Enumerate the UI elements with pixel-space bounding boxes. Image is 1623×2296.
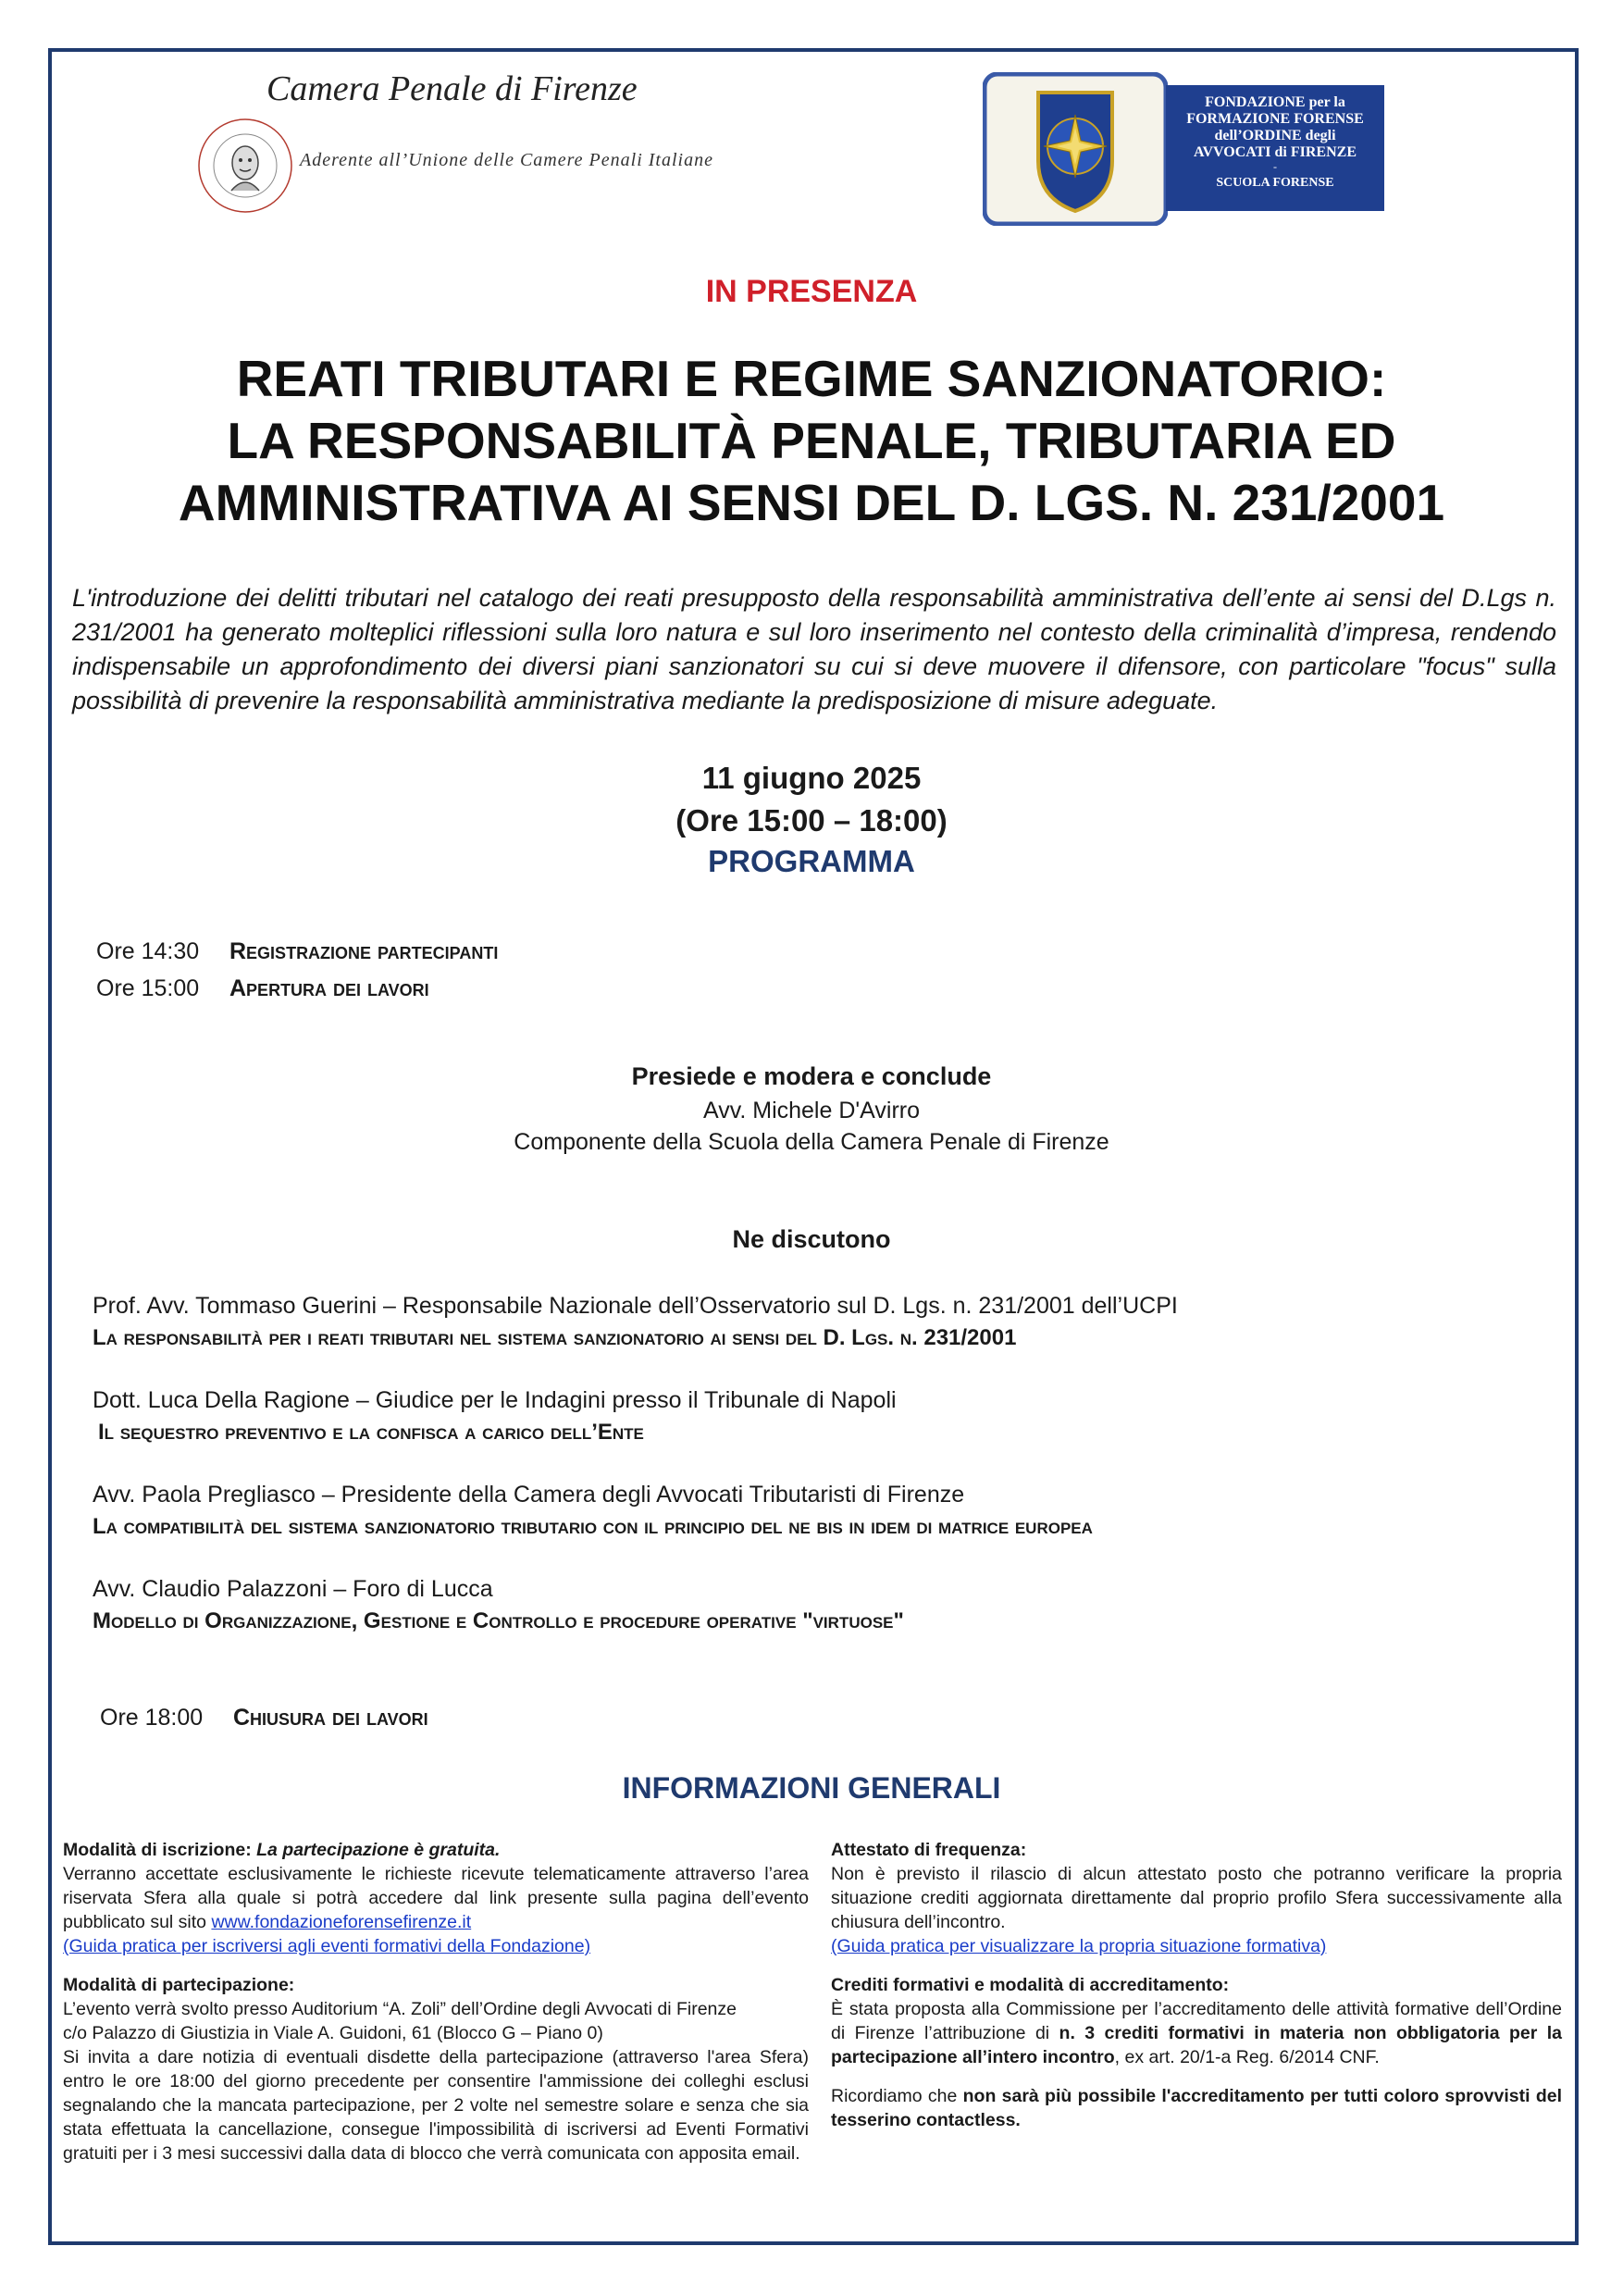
event-hours: (Ore 15:00 – 18:00) bbox=[675, 803, 948, 838]
fondazione-badge bbox=[1166, 85, 1384, 211]
speaker-name: Avv. Paola Pregliasco – Presidente della Camera degli Avvocati Tributaristi di Firenze bbox=[93, 1482, 965, 1508]
event-title-line-1: REATI TRIBUTARI E REGIME SANZIONATORIO: bbox=[236, 350, 1387, 407]
schedule-activity: Apertura dei lavori bbox=[229, 975, 429, 1001]
site-link[interactable]: www.fondazioneforensefirenze.it bbox=[211, 1912, 472, 1932]
partecipazione-line-1: L’evento verrà svolto presso Auditorium “A. Zoli” dell’Ordine degli Avvocati di Firenze bbox=[63, 1999, 737, 2019]
crediti-note-a: Ricordiamo che bbox=[831, 2086, 963, 2106]
closing-time: Ore 18:00 bbox=[100, 1705, 204, 1731]
event-title-line-2: LA RESPONSABILITÀ PENALE, TRIBUTARIA ED bbox=[227, 412, 1396, 469]
crediti-text-b: , ex art. 20/1-a Reg. 6/2014 CNF. bbox=[1114, 2047, 1380, 2067]
speaker-name: Avv. Claudio Palazzoni – Foro di Lucca bbox=[93, 1576, 493, 1602]
camera-penale-seal-icon bbox=[196, 117, 294, 215]
event-intro: L'introduzione dei delitti tributari nel catalogo dei reati presupposto della responsabilità amministrativa dell’ente ai sensi del D.Lgs n. 231/2001 ha generato molteplici riflessioni sulla loro natura e sul loro inserimento nel contesto della criminalità d’impresa, rendendo indispensabile un approfondimento dei diversi piani sanzionatori su cui si deve muovere il difensore, con particolare "focus" sulla possibilità di prevenire la responsabilità amministrativa mediante la predisposizione di misure adeguate. bbox=[72, 584, 1556, 714]
fondazione-line-2: FORMAZIONE FORENSE bbox=[1186, 111, 1364, 127]
event-mode: IN PRESENZA bbox=[705, 274, 918, 309]
speaker-topic: Modello di Organizzazione, Gestione e Controllo e procedure operative "virtuose" bbox=[93, 1608, 904, 1633]
crediti-note-bold: non sarà più possibile l'accreditamento per tutti coloro sprovvisti del tesserino contactless. bbox=[831, 2086, 1563, 2130]
fondazione-separator: - bbox=[1273, 160, 1277, 173]
crediti-text-bold: n. 3 crediti formativi in materia non obbligatoria per la partecipazione all’intero incontro bbox=[831, 2023, 1562, 2067]
speaker-topic: La compatibilità del sistema sanzionatorio tributario con il principio del ne bis in idem di matrice europea bbox=[93, 1514, 1093, 1539]
schedule-time: Ore 14:30 bbox=[96, 938, 200, 964]
speaker-item bbox=[93, 1290, 1536, 1354]
speaker-item bbox=[93, 1479, 1536, 1543]
speaker-topic: La responsabilità per i reati tributari nel sistema sanzionatorio ai sensi del D. Lgs. n. 231/2001 bbox=[93, 1325, 1017, 1350]
moderator-heading: Presiede e modera e conclude bbox=[631, 1062, 992, 1090]
fondazione-line-3: dell’ORDINE degli bbox=[1214, 128, 1336, 143]
schedule-row bbox=[96, 975, 429, 1002]
fondazione-line-1: FONDAZIONE per la bbox=[1205, 94, 1345, 110]
program-heading: PROGRAMMA bbox=[708, 844, 915, 878]
event-date-block bbox=[52, 757, 1571, 842]
schedule-row bbox=[96, 938, 498, 965]
moderator-role: Componente della Scuola della Camera Penale di Firenze bbox=[514, 1129, 1109, 1155]
camera-penale-title: Camera Penale di Firenze bbox=[266, 69, 638, 108]
crediti-text-a: È stata proposta alla Commissione per l’accreditamento delle attività formative dell’Ordine di Firenze l’attribuzione di bbox=[831, 1999, 1562, 2043]
event-date: 11 giugno 2025 bbox=[701, 761, 922, 795]
fondazione-line-4: AVVOCATI di FIRENZE bbox=[1193, 144, 1357, 160]
partecipazione-label: Modalità di partecipazione: bbox=[63, 1975, 295, 1995]
attestato-text: Non è previsto il rilascio di alcun attestato posto che potranno verificare la propria situazione crediti aggiornata direttamente dal proprio profilo Sfera successivamente alla chiusura dell’incontro. bbox=[831, 1864, 1562, 1932]
speaker-item bbox=[93, 1573, 1536, 1637]
fondazione-school: SCUOLA FORENSE bbox=[1216, 176, 1334, 190]
event-title bbox=[52, 348, 1571, 534]
speaker-name: Dott. Luca Della Ragione – Giudice per le Indagini presso il Tribunale di Napoli bbox=[93, 1387, 897, 1413]
iscrizione-text: Verranno accettate esclusivamente le richieste ricevute telematicamente attraverso l’area riservata Sfera alla quale si potrà accedere dal link presente sulla pagina dell’evento pubblicato sul sito bbox=[63, 1864, 809, 1932]
attestato-label: Attestato di frequenza: bbox=[831, 1840, 1027, 1860]
closing-activity: Chiusura dei lavori bbox=[233, 1705, 428, 1731]
camera-penale-header bbox=[192, 65, 748, 231]
info-left-column: Modalità di iscrizione: La partecipazione è gratuita. Verranno accettate esclusivamente le richieste ricevute telematicamente attraverso l’area riservata Sfera alla quale si potrà accedere dal link presente sulla pagina dell’evento pubblicato sul sito www.fondazioneforensefirenze.it (Guida pratica per iscriversi agli eventi formativi della Fondazione) Modalità di partecipazione: L’evento verrà svolto presso Auditorium “A. Zoli” dell’Ordine degli Avvocati di Firenze c/o Palazzo di Giustizia in Viale A. Guidoni, 61 (Blocco G – Piano 0) Si invita a dare notizia di eventuali disdette della partecipazione (attraverso l'area Sfera) entro le ore 18:00 del giorno precedente per consentire l'ammissione dei colleghi esclusi segnalando che la mancata partecipazione, per 2 volte nel semestre solare e senza che sia stata effettuata la cancellazione, consegue l'impossibilità di iscriversi ad Eventi Formativi gratuiti per i 3 mesi successivi dalla data di blocco che verrà comunicata con apposita email. bbox=[63, 1840, 809, 2164]
attestato-guide-link[interactable]: (Guida pratica per visualizzare la propria situazione formativa) bbox=[831, 1936, 1327, 1956]
fondazione-header bbox=[983, 72, 1384, 226]
iscrizione-free: La partecipazione è gratuita. bbox=[256, 1840, 501, 1860]
crediti-label: Crediti formativi e modalità di accreditamento: bbox=[831, 1975, 1230, 1995]
speaker-topic: Il sequestro preventivo e la confisca a carico dell’Ente bbox=[98, 1420, 644, 1445]
event-title-line-3: AMMINISTRATIVA AI SENSI DEL D. LGS. N. 231/2001 bbox=[178, 474, 1445, 531]
iscrizione-guide-link[interactable]: (Guida pratica per iscriversi agli eventi formativi della Fondazione) bbox=[63, 1936, 591, 1956]
speaker-name: Prof. Avv. Tommaso Guerini – Responsabile Nazionale dell’Osservatorio sul D. Lgs. n. 231/2001 dell’UCPI bbox=[93, 1293, 1178, 1319]
speaker-item bbox=[93, 1384, 1536, 1448]
schedule-time: Ore 15:00 bbox=[96, 975, 200, 1001]
info-heading: INFORMAZIONI GENERALI bbox=[622, 1771, 1001, 1805]
info-right-column bbox=[831, 1838, 1562, 2132]
partecipazione-text: Si invita a dare notizia di eventuali disdette della partecipazione (attraverso l'area Sfera) entro le ore 18:00 del giorno precedente per consentire l'ammissione dei colleghi esclusi segnalando che la mancata partecipazione, per 2 volte nel semestre solare e senza che sia stata effettuata la cancellazione, consegue l'impossibilità di iscriversi ad Eventi Formativi gratuiti per i 3 mesi successivi dalla data di blocco che verrà comunicata con apposita email. bbox=[63, 2047, 809, 2164]
closing-row bbox=[100, 1705, 428, 1731]
partecipazione-line-2: c/o Palazzo di Giustizia in Viale A. Guidoni, 61 (Blocco G – Piano 0) bbox=[63, 2023, 603, 2043]
fondazione-shield-icon bbox=[983, 72, 1168, 226]
schedule-activity: Registrazione partecipanti bbox=[229, 938, 499, 964]
discussion-heading: Ne discutono bbox=[732, 1225, 891, 1253]
camera-penale-subtitle: Aderente all’Unione delle Camere Penali Italiane bbox=[300, 150, 713, 170]
iscrizione-label: Modalità di iscrizione bbox=[63, 1840, 246, 1860]
moderator-name: Avv. Michele D'Avirro bbox=[702, 1098, 920, 1123]
